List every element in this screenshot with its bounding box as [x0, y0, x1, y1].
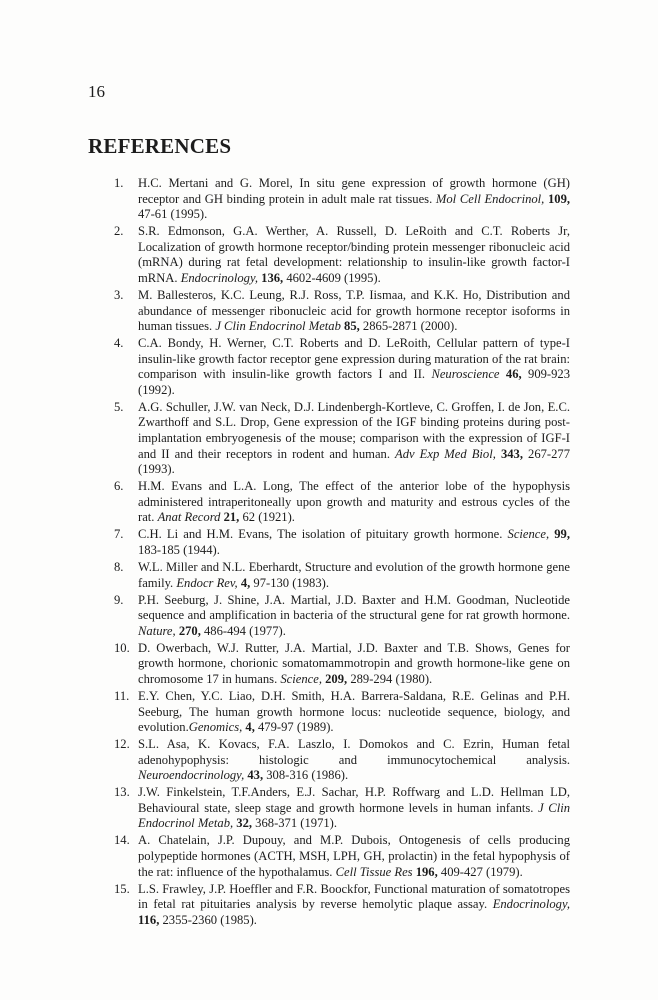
reference-pages: 486-494 (1977). [200, 623, 286, 638]
reference-volume: 343, [495, 446, 523, 461]
reference-number: 14. [114, 833, 130, 848]
reference-volume: 4, [242, 720, 255, 735]
reference-pages: 2865-2871 (2000). [359, 319, 458, 334]
reference-item [114, 400, 570, 478]
reference-pages: 267-277 (1993). [138, 446, 571, 477]
reference-volume: 85, [340, 319, 360, 334]
reference-number: 1. [114, 176, 124, 190]
reference-journal: Science, [507, 527, 550, 542]
reference-item [114, 527, 570, 558]
reference-item [114, 833, 570, 880]
reference-text: W.L. Miller and N.L. Eberhardt, Structure and evolution of the growth hormone gene family. [138, 559, 570, 590]
reference-volume: 196, [412, 864, 438, 879]
reference-journal: Adv Exp Med Biol, [395, 446, 496, 461]
reference-pages: 909-923 (1992). [138, 367, 570, 397]
reference-number: 6. [114, 479, 124, 494]
reference-list [114, 176, 570, 930]
reference-item [114, 288, 570, 335]
reference-volume: 32, [233, 816, 253, 831]
reference-item [114, 641, 570, 688]
reference-journal: Genomics, [188, 720, 243, 735]
reference-journal: Endocr Rev, [176, 575, 238, 590]
reference-volume: 270, [175, 623, 201, 638]
reference-number: 10. [114, 640, 130, 655]
reference-number: 12. [114, 737, 130, 752]
reference-number: 4. [114, 336, 124, 351]
reference-pages: 62 (1921). [239, 510, 295, 525]
reference-text: C.A. Bondy, H. Werner, C.T. Roberts and D. LeRoith, Cellular pattern of type-I insulin-like growth factor receptor gene expression during maturation of the rat brain: comparison with insulin-like growth factors I and II. [138, 336, 570, 382]
reference-item [114, 785, 570, 832]
reference-journal: Neuroscience [431, 367, 500, 382]
reference-text: S.R. Edmonson, G.A. Werther, A. Russell, D. LeRoith and C.T. Roberts Jr, Localization of growth hormone receptor/binding protein messenger ribonucleic acid (mRNA) during rat fetal development: relationship to insulin-like growth factor-I mRNA. [138, 224, 570, 285]
reference-text: A. Chatelain, J.P. Dupouy, and M.P. Dubois, Ontogenesis of cells producing polypeptide hormones (ACTH, MSH, LPH, GH, prolactin) in the fetal hypophysis of the rat: influence of the hypothalamus. [138, 833, 570, 879]
reference-journal: Nature, [138, 623, 176, 638]
reference-text: M. Ballesteros, K.C. Leung, R.J. Ross, T.P. Iismaa, and K.K. Ho, Distribution and abundance of messenger ribonucleic acid for growth hormone receptor isoforms in human tissues. [138, 287, 570, 334]
reference-pages: 97-130 (1983). [250, 575, 329, 590]
reference-text: D. Owerbach, W.J. Rutter, J.A. Martial, J.D. Baxter and T.B. Shows, Genes for growth hormone, chorionic somatomammotropin and growth hormone-like gene on chromosome 17 in humans. [138, 640, 570, 686]
reference-journal: Science, [280, 671, 322, 686]
reference-text: S.L. Asa, K. Kovacs, F.A. Laszlo, I. Domokos and C. Ezrin, Human fetal adenohypophysis: histologic and immunocytochemical analysis. [138, 737, 570, 767]
reference-item [114, 593, 570, 640]
reference-text: L.S. Frawley, J.P. Hoeffler and F.R. Boockfor, Functional maturation of somatotropes in fetal rat pituitaries analysis by reverse hemolytic plaque assay. [138, 881, 570, 912]
reference-pages: 409-427 (1979). [437, 864, 523, 879]
reference-number: 2. [114, 224, 124, 239]
reference-journal: Cell Tissue Res [335, 864, 413, 879]
section-heading: REFERENCES [88, 134, 232, 158]
reference-volume: 99, [549, 527, 570, 542]
reference-pages: 2355-2360 (1985). [159, 912, 257, 927]
reference-journal: Endocrinology, [492, 897, 570, 912]
reference-volume: 43, [244, 768, 264, 783]
reference-number: 5. [114, 399, 124, 414]
reference-journal: Anat Record [157, 510, 221, 525]
reference-text: J.W. Finkelstein, T.F.Anders, E.J. Sachar, H.P. Roffwarg and L.D. Hellman LD, Behavioural state, sleep stage and growth hormone levels in human infants. [138, 785, 570, 815]
reference-pages: 183-185 (1944). [138, 543, 220, 557]
reference-pages: 308-316 (1986). [263, 768, 349, 783]
reference-pages: 479-97 (1989). [254, 720, 334, 735]
reference-volume: 116, [138, 912, 160, 927]
reference-item [114, 479, 570, 526]
reference-number: 7. [114, 527, 124, 542]
reference-text: C.H. Li and H.M. Evans, The isolation of pituitary growth hormone. [138, 527, 508, 542]
reference-number: 9. [114, 592, 124, 607]
reference-number: 13. [114, 785, 130, 800]
reference-volume: 4, [237, 575, 251, 590]
reference-journal: J Clin Endocrinol Metab, [138, 800, 570, 831]
reference-volume: 21, [220, 510, 240, 525]
reference-text: E.Y. Chen, Y.C. Liao, D.H. Smith, H.A. Barrera-Saldana, R.E. Gelinas and P.H. Seeburg, The human growth hormone locus: nucleotide sequence, biology, and evolution. [138, 688, 570, 735]
reference-volume: 109, [544, 191, 571, 206]
page-number: 16 [88, 82, 105, 101]
reference-item [114, 336, 570, 398]
reference-journal: J Clin Endocrinol Metab [215, 319, 341, 334]
reference-pages: 368-371 (1971). [252, 816, 338, 831]
reference-pages: 47-61 (1995). [138, 207, 208, 222]
reference-volume: 46, [499, 367, 522, 382]
reference-pages: 4602-4609 (1995). [283, 270, 381, 285]
reference-number: 15. [114, 881, 130, 896]
reference-item [114, 560, 570, 591]
reference-pages: 289-294 (1980). [347, 671, 433, 686]
reference-item [114, 224, 570, 286]
reference-volume: 136, [258, 270, 284, 285]
reference-text: P.H. Seeburg, J. Shine, J.A. Martial, J.D. Baxter and H.M. Goodman, Nucleotide sequence and amplification in bacteria of the structural gene for rat growth hormone. [138, 592, 570, 623]
reference-number: 11. [114, 688, 130, 703]
reference-number: 3. [114, 287, 124, 302]
reference-item [114, 737, 570, 784]
reference-journal: Mol Cell Endocrinol, [435, 191, 545, 206]
reference-journal: Neuroendocrinology, [138, 768, 245, 783]
reference-item [114, 689, 570, 736]
reference-text: A.G. Schuller, J.W. van Neck, D.J. Lindenbergh-Kortleve, C. Groffen, I. de Jon, E.C. Zwarthoff and S.L. Drop, Gene expression of the IGF binding proteins during post-implantation embryogenesis of the mouse; comparison with the expression of IGF-I and II and their receptors in rodent and human. [138, 399, 570, 461]
reference-text: H.M. Evans and L.A. Long, The effect of the anterior lobe of the hypophysis administered intraperitoneally upon growth and maturity and estrous cycles of the rat. [138, 479, 570, 525]
reference-journal: Endocrinology, [180, 270, 258, 285]
reference-text: H.C. Mertani and G. Morel, In situ gene expression of growth hormone (GH) receptor and GH binding protein in adult male rat tissues. [138, 176, 570, 206]
reference-number: 8. [114, 559, 124, 574]
reference-item [114, 882, 570, 929]
reference-item [114, 176, 570, 223]
reference-volume: 209, [321, 671, 348, 686]
